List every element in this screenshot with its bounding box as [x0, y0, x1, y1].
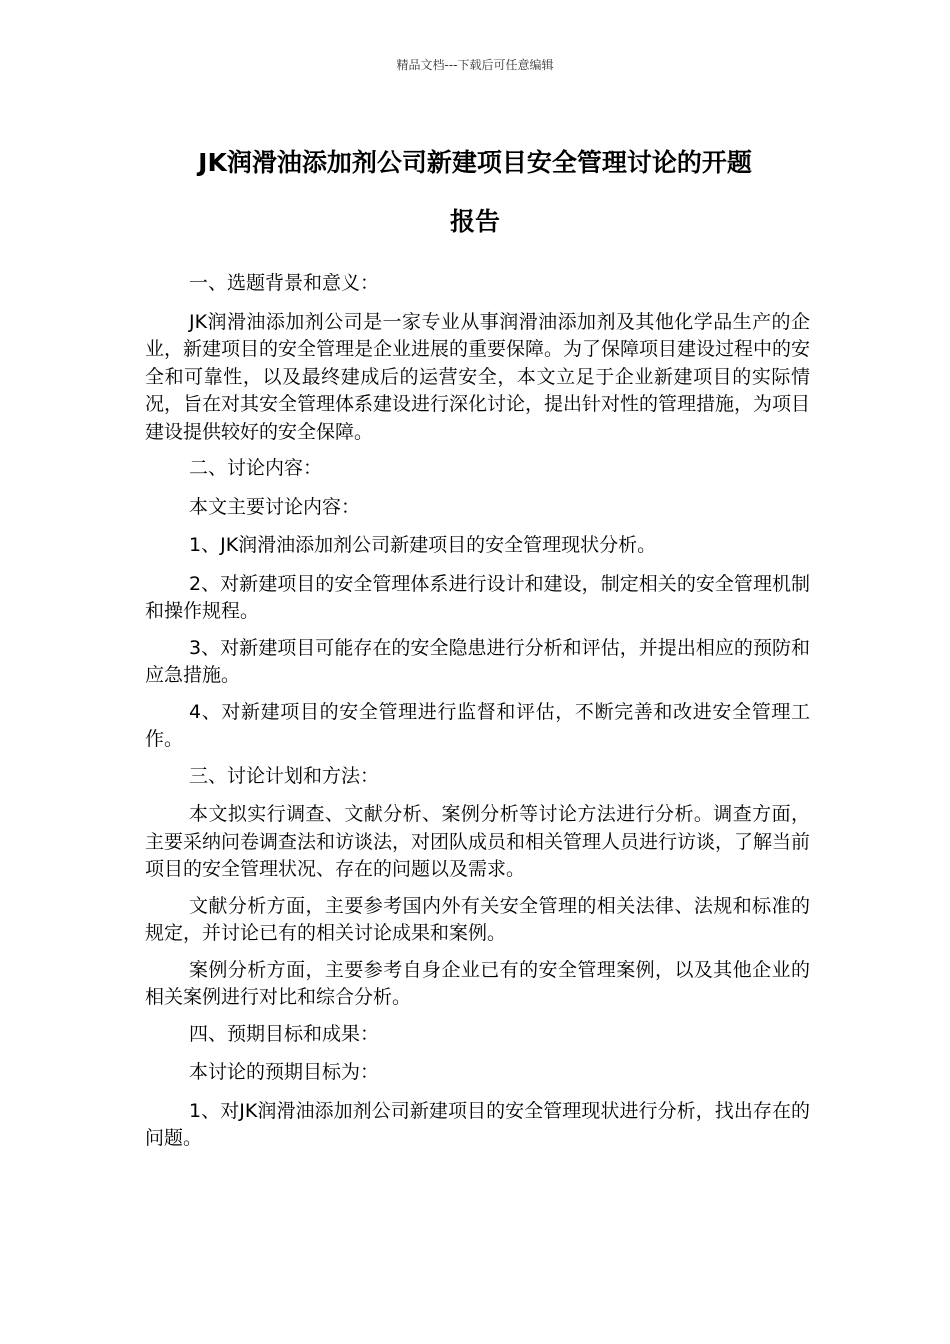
document-title — [145, 133, 805, 251]
section-heading-content: 二、讨论内容： — [189, 457, 323, 479]
section-heading-background: 一、选题背景和意义： — [189, 272, 380, 294]
list-item-content-3: 3、对新建项目可能存在的安全隐患进行分析和评估，并提出相应的预防和应急措施。 — [145, 636, 810, 686]
list-item-goals-1: 1、对JK润滑油添加剂公司新建项目的安全管理现状进行分析，找出存在的问题。 — [145, 1099, 810, 1149]
title-line-2: 报告 — [449, 207, 500, 236]
paragraph-plan-survey: 本文拟实行调查、文献分析、案例分析等讨论方法进行分析。调查方面，主要采纳问卷调查法和访谈法，对团队成员和相关管理人员进行访谈，了解当前项目的安全管理状况、存在的问题以及需求。 — [145, 803, 811, 880]
paragraph-content-intro: 本文主要讨论内容： — [189, 495, 361, 518]
paragraph-background: JK润滑油添加剂公司是一家专业从事润滑油添加剂及其他化学品生产的企业，新建项目的安全管理是企业进展的重要保障。为了保障项目建设过程中的安全和可靠性，以及最终建成后的运营安全，本文立足于企业新建项目的实际情况，旨在对其安全管理体系建设进行深化讨论，提出针对性的管理措施，为项目建设提供较好的安全保障。 — [145, 310, 811, 443]
paragraph-goals-intro: 本讨论的预期目标为： — [189, 1061, 380, 1083]
list-item-content-4: 4、对新建项目的安全管理进行监督和评估，不断完善和改进安全管理工作。 — [145, 700, 810, 750]
paragraph-plan-case: 案例分析方面，主要参考自身企业已有的安全管理案例，以及其他企业的相关案例进行对比和综合分析。 — [145, 958, 810, 1008]
section-heading-plan: 三、讨论计划和方法： — [189, 764, 380, 787]
title-line-1: JK润滑油添加剂公司新建项目安全管理讨论的开题 — [198, 148, 752, 177]
document-body — [145, 270, 810, 1162]
list-item-content-2: 2、对新建项目的安全管理体系进行设计和建设，制定相关的安全管理机制和操作规程。 — [145, 572, 810, 622]
section-heading-goals: 四、预期目标和成果： — [189, 1022, 380, 1045]
list-item-content-1: 1、JK润滑油添加剂公司新建项目的安全管理现状分析。 — [189, 534, 657, 556]
header-note: 精品文档---下载后可任意编辑 — [396, 58, 554, 72]
paragraph-plan-literature: 文献分析方面，主要参考国内外有关安全管理的相关法律、法规和标准的规定，并讨论已有的相关讨论成果和案例。 — [145, 894, 810, 944]
